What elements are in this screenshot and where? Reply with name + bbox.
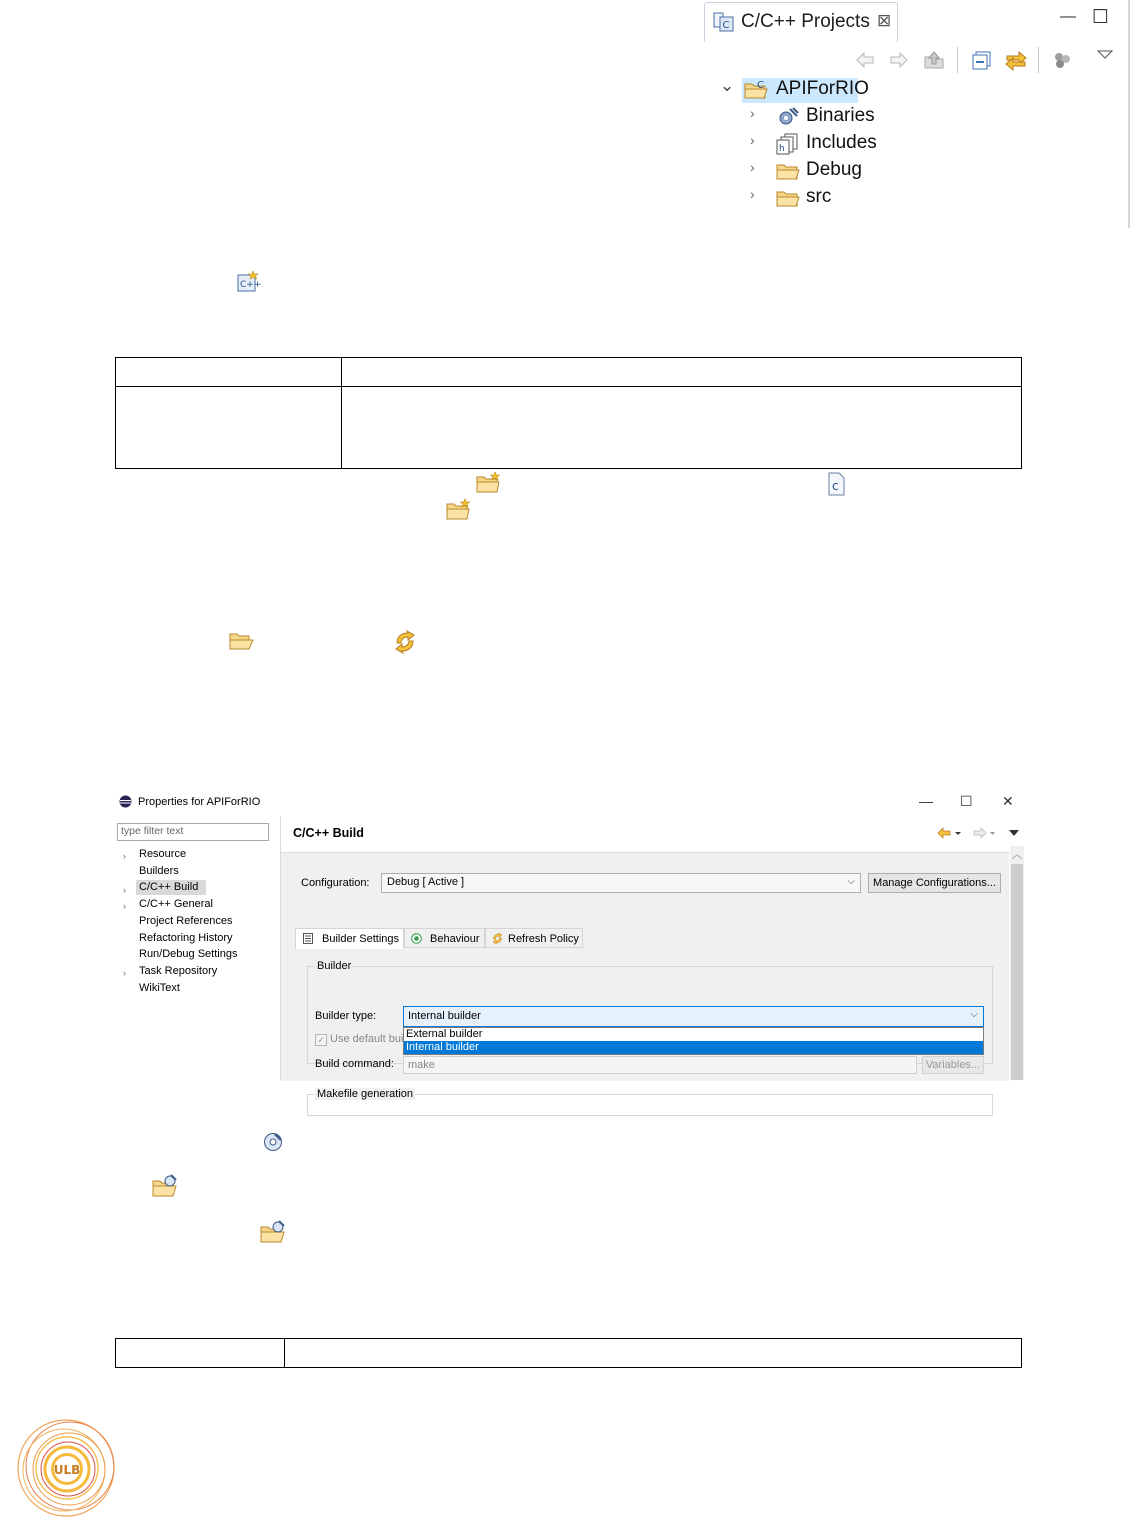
minimize-icon[interactable]: —	[1060, 8, 1076, 25]
scroll-up-icon[interactable]: ︿	[1012, 850, 1022, 861]
close-icon[interactable]: ✕	[1002, 793, 1014, 809]
working-sets-icon[interactable]	[1051, 49, 1073, 71]
nav-item-task-repository[interactable]: Task Repository	[139, 965, 218, 977]
tab-cpp-projects[interactable]	[704, 2, 898, 42]
svg-text:ULB: ULB	[53, 1463, 81, 1477]
document-table-2	[115, 1338, 1022, 1368]
chevron-right-icon[interactable]: ›	[750, 105, 755, 121]
svg-text:h: h	[779, 144, 785, 154]
refresh-icon	[491, 932, 504, 945]
c-source-file-icon	[826, 472, 846, 496]
forward-arrow-icon[interactable]	[888, 49, 910, 71]
forward-arrow-icon[interactable]	[973, 827, 1005, 839]
configuration-value: Debug [ Active ]	[387, 876, 465, 888]
nav-item-project-references[interactable]: Project References	[139, 915, 233, 927]
tab-label: Builder Settings	[322, 933, 400, 945]
chevron-right-icon[interactable]: ›	[750, 132, 755, 148]
new-source-folder-icon	[476, 472, 502, 494]
builder-type-value: Internal builder	[408, 1010, 481, 1022]
c-project-folder-icon	[744, 79, 768, 101]
nav-item-cpp-build[interactable]: C/C++ Build	[139, 881, 199, 893]
collapse-all-icon[interactable]	[971, 49, 993, 71]
table-cell	[116, 1339, 285, 1368]
dropdown-option-internal[interactable]: Internal builder	[404, 1041, 983, 1054]
view-menu-icon[interactable]	[1008, 829, 1020, 837]
chevron-right-icon[interactable]: ›	[123, 851, 126, 861]
tree-item-src[interactable]	[750, 186, 900, 212]
builder-settings-icon	[303, 933, 313, 944]
tab-refresh-policy[interactable]	[485, 928, 583, 948]
open-folder-icon	[229, 631, 255, 651]
includes-icon	[776, 133, 800, 155]
table-cell	[342, 387, 1022, 469]
manage-configurations-button[interactable]: Manage Configurations...	[868, 873, 1001, 893]
minimize-icon[interactable]: —	[919, 793, 933, 809]
makefile-generation-title: Makefile generation	[317, 1088, 414, 1100]
back-arrow-icon[interactable]	[937, 827, 969, 839]
up-icon[interactable]	[923, 49, 945, 71]
configuration-select[interactable]	[381, 873, 861, 893]
document-table-1	[115, 357, 1022, 469]
builder-type-label: Builder type:	[315, 1010, 377, 1022]
new-cpp-project-icon	[236, 270, 260, 294]
build-settings-icon	[262, 1131, 284, 1153]
link-with-editor-icon[interactable]	[1003, 49, 1029, 71]
vertical-scrollbar[interactable]	[1010, 846, 1024, 1080]
dropdown-option-external[interactable]: External builder	[406, 1028, 483, 1040]
tree-label: Binaries	[806, 105, 875, 126]
refresh-icon	[393, 629, 417, 655]
back-arrow-icon[interactable]	[854, 49, 876, 71]
builder-type-select[interactable]	[403, 1006, 984, 1027]
use-default-checkbox[interactable]: ✓	[315, 1034, 327, 1046]
build-folder-icon	[260, 1220, 288, 1244]
maximize-icon[interactable]: ☐	[1092, 7, 1110, 28]
nav-item-cpp-general[interactable]: C/C++ General	[139, 898, 213, 910]
variables-button[interactable]: Variables...	[922, 1056, 984, 1074]
binaries-icon	[776, 106, 800, 128]
project-explorer-panel	[700, 0, 1133, 228]
maximize-icon[interactable]: ☐	[960, 793, 973, 809]
chevron-right-icon[interactable]: ›	[750, 186, 755, 202]
chevron-down-icon: ⌵	[970, 1009, 978, 1020]
build-folder-icon	[152, 1174, 180, 1198]
tree-label: src	[806, 186, 832, 207]
tree-item-apiforrio[interactable]	[720, 78, 900, 104]
tab-label: Refresh Policy	[508, 933, 579, 945]
chevron-down-icon[interactable]: ⌄	[720, 76, 735, 95]
table-cell	[116, 358, 342, 387]
tab-title: C/C++ Projects	[741, 11, 870, 32]
new-source-folder-icon	[446, 499, 472, 521]
view-menu-icon[interactable]	[1094, 45, 1116, 67]
table-cell	[285, 1339, 1022, 1368]
table-cell	[342, 358, 1022, 387]
configuration-label: Configuration:	[301, 877, 370, 889]
tree-item-includes[interactable]	[750, 132, 900, 158]
chevron-right-icon[interactable]: ›	[750, 159, 755, 175]
close-icon[interactable]: ⊠	[877, 11, 892, 30]
filter-input[interactable]: type filter text	[117, 823, 269, 841]
tree-label: APIForRIO	[776, 78, 869, 99]
nav-item-wikitext[interactable]: WikiText	[139, 982, 180, 994]
properties-dialog	[113, 788, 1023, 1100]
nav-item-resource[interactable]: Resource	[139, 848, 187, 860]
properties-content	[280, 816, 1024, 1100]
svg-text:C++: C++	[240, 280, 262, 290]
tree-item-binaries[interactable]	[750, 105, 900, 131]
svg-text:C: C	[757, 80, 764, 91]
toolbar-separator	[1038, 47, 1039, 73]
table-cell	[116, 387, 342, 469]
builder-type-dropdown	[403, 1027, 984, 1055]
nav-item-refactoring-history[interactable]: Refactoring History	[139, 932, 233, 944]
ulb-logo	[14, 1412, 124, 1522]
chevron-right-icon[interactable]: ›	[123, 885, 126, 895]
scroll-thumb[interactable]	[1011, 864, 1023, 1080]
view-tab-bar	[700, 0, 1133, 42]
tab-behaviour[interactable]	[404, 928, 485, 948]
builder-group-title: Builder	[317, 960, 352, 972]
tab-builder-settings[interactable]	[295, 928, 404, 949]
chevron-down-icon: ⌵	[847, 876, 855, 887]
cpp-projects-view-icon	[713, 12, 735, 32]
tab-label: Behaviour	[430, 933, 480, 945]
build-command-label: Build command:	[315, 1058, 394, 1070]
svg-text:c: c	[832, 479, 839, 493]
nav-item-builders[interactable]: Builders	[139, 865, 179, 877]
tree-item-debug[interactable]	[750, 159, 900, 185]
svg-text:C: C	[722, 20, 730, 31]
dialog-title: Properties for APIForRIO	[138, 796, 261, 808]
chevron-right-icon[interactable]: ›	[123, 968, 126, 978]
nav-item-run-debug-settings[interactable]: Run/Debug Settings	[139, 948, 238, 960]
folder-icon	[776, 160, 800, 182]
toolbar-separator	[957, 47, 958, 73]
dialog-titlebar	[113, 788, 1023, 816]
behaviour-icon	[411, 933, 422, 944]
tree-label: Debug	[806, 159, 862, 180]
folder-icon	[776, 187, 800, 209]
panel-border	[1128, 0, 1130, 228]
eclipse-icon	[119, 795, 132, 808]
build-command-input[interactable]: make	[403, 1056, 917, 1074]
chevron-right-icon[interactable]: ›	[123, 901, 126, 911]
use-default-label: Use default bui	[330, 1033, 404, 1045]
tree-label: Includes	[806, 132, 877, 153]
page-title: C/C++ Build	[293, 826, 364, 840]
